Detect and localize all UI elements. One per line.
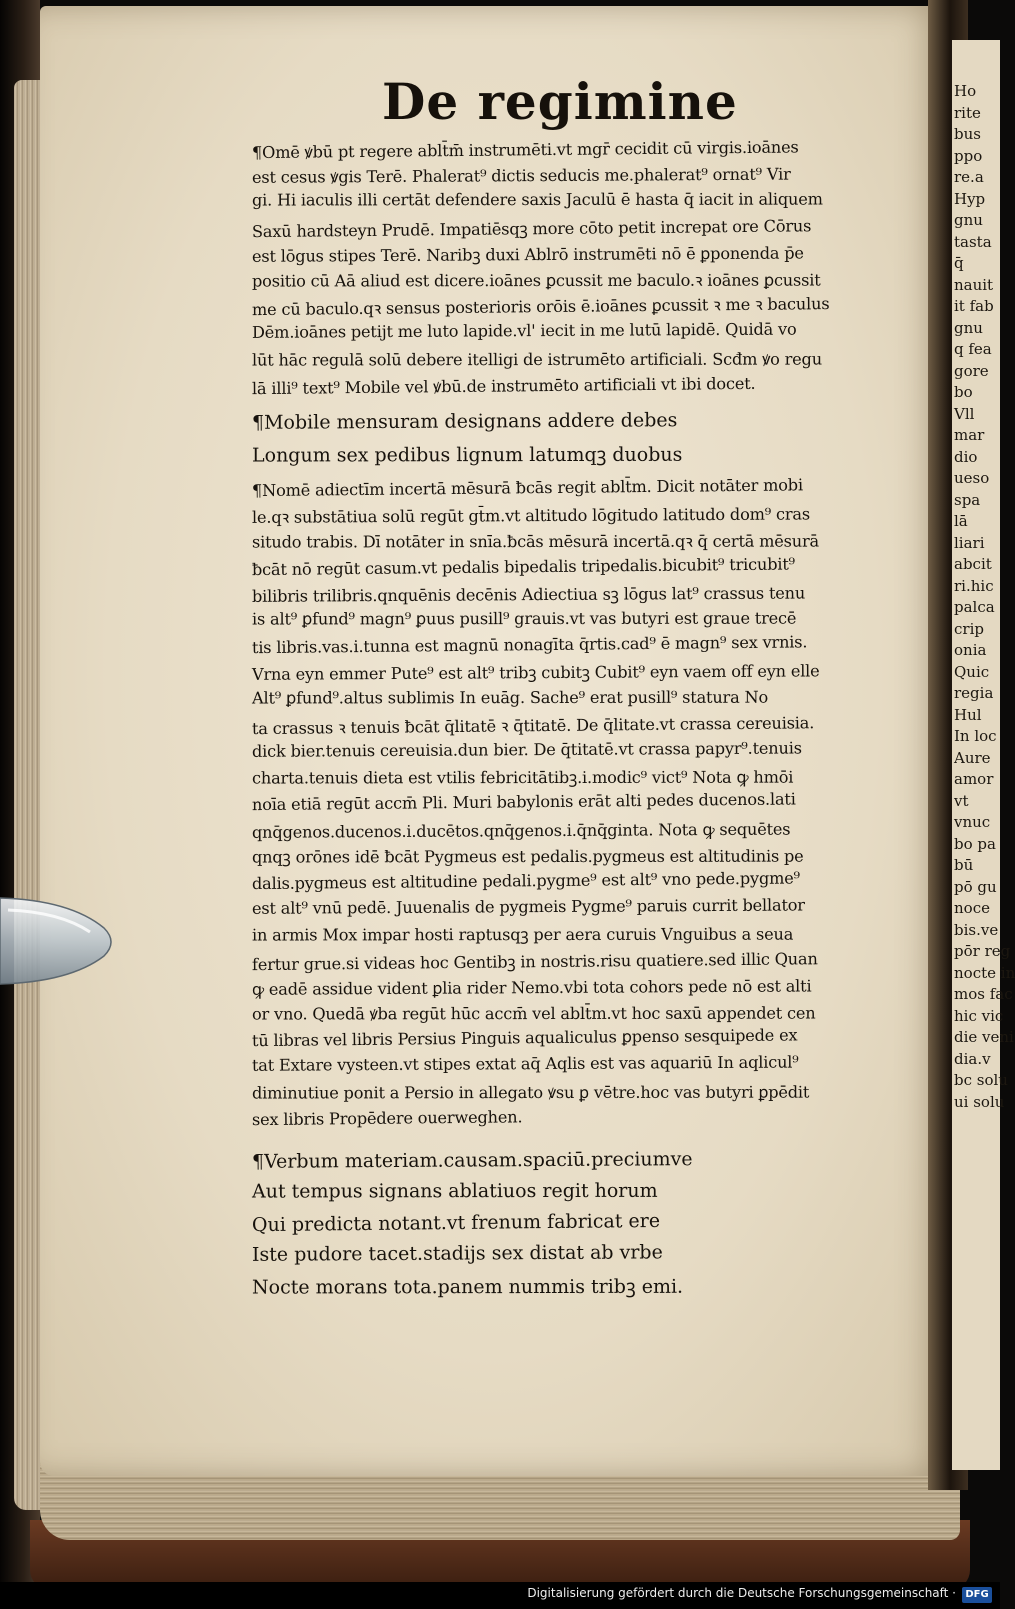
right-page-text-fragment: regia (954, 684, 994, 702)
right-page-text-fragment: noce (954, 899, 990, 917)
commentary-line: tat Extare vysteen.vt stipes extat aq̄ Aqlis est vas aquariū In aqlicul⁹ (251, 1052, 799, 1076)
right-page-text-fragment: Hul (954, 705, 982, 724)
verse-line: Aut tempus signans ablatiuos regit horum (251, 1179, 658, 1203)
verse-line: ¶Mobile mensuram designans addere debes (251, 409, 678, 434)
verse-line: ¶Verbum materiam.causam.spaciū.preciumve (251, 1148, 693, 1173)
right-page-text-fragment: bus (954, 125, 981, 143)
right-page-text-fragment: bo (954, 383, 973, 401)
commentary-line: bilibris trilibris.qnquēnis decēnis Adiectiua sꝫ lōgus lat⁹ crassus tenu (251, 583, 806, 606)
commentary-line: diminutiue ponit a Persio in allegato ꝟsu ꝑ vētre.hoc vas butyri ꝑpēdit (251, 1082, 810, 1103)
right-page-text-fragment: q fea (954, 340, 992, 358)
right-page-text-fragment: onia (954, 641, 987, 659)
commentary-line: situdo trabis. Dī notāter in snīa.ƀcās mēsurā incertā.qꝛ q̄ certā mēsurā (251, 531, 820, 552)
right-page-text-fragment: In loc (954, 727, 997, 745)
commentary-line: Dēm.ioānes petijt me luto lapide.vl' iecit in me lutū lapidē. Quidā vo (251, 319, 797, 343)
right-page-text-fragment: liari (954, 533, 985, 552)
right-page-text-fragment: ueso (954, 469, 990, 487)
right-page-text-fragment: bo pa (954, 834, 996, 853)
right-page-text-fragment: ri.hic (954, 576, 994, 595)
digitization-credit: Digitalisierung gefördert durch die Deutsche Forschungsgemeinschaft · (527, 1586, 956, 1600)
right-page-text-fragment: ppo (954, 146, 983, 165)
commentary-line: Alt⁹ ꝑfund⁹.altus sublimis In euāg. Sache⁹ erat pusill⁹ statura No (251, 687, 769, 708)
commentary-line: qnq̄genos.ducenos.i.ducētos.qnq̄genos.i.q̄nq̄ginta. Nota ꝙ sequētes (251, 819, 791, 842)
commentary-line: dick bier.tenuis cereuisia.dun bier. De q̄titatē.vt crassa papyr⁹.tenuis (251, 738, 802, 761)
page-heading: De regimine (382, 72, 738, 131)
right-page-text-fragment: Quic (954, 662, 990, 681)
right-page-text-fragment: bū (954, 856, 974, 874)
verse-line: Nocte morans tota.panem nummis tribꝫ emi. (251, 1275, 684, 1299)
right-page-text-fragment: re.a (954, 168, 984, 186)
right-page-text-fragment: gnu (954, 211, 983, 229)
commentary-line: ¶Nomē adiectīm incertā mēsurā ƀcās regit ablt̄m. Dicit notāter mobi (251, 475, 803, 501)
right-page-text-fragment: nocte in (954, 963, 1015, 982)
right-page-text-fragment: ui solu (954, 1092, 1005, 1111)
right-page-text-fragment: bis.ve (954, 920, 999, 939)
commentary-line: est alt⁹ vnū pedē. Juuenalis de pygmeis Pygme⁹ paruis currit bellator (251, 895, 805, 919)
commentary-line: ꝙ eadē assidue vident ꝑlia rider Nemo.vbi tota cohors pede nō est alti (251, 976, 812, 999)
commentary-line: me cū baculo.qꝛ sensus posterioris orōis ē.ioānes ꝑcussit ꝛ me ꝛ baculus (251, 294, 830, 320)
verse-line: Iste pudore tacet.stadijs sex distat ab vrbe (251, 1241, 663, 1266)
commentary-line: dalis.pygmeus est altitudine pedali.pygme⁹ est alt⁹ vno pede.pygme⁹ (251, 868, 800, 894)
verse-line: Longum sex pedibus lignum latumqꝫ duobus (251, 443, 683, 467)
commentary-line: lūt hāc regulā solū debere itelligi de istrumēto artificiali. Scđm ꝟo regu (251, 349, 822, 370)
commentary-line: tū libras vel libris Persius Pinguis aqualiculus ꝑpenso sesquipede ex (251, 1025, 798, 1051)
right-page-text-fragment: bc solu (954, 1071, 1008, 1089)
commentary-line: in armis Mox impar hosti raptusqꝫ per aera curuis Vnguibus a seua (251, 924, 794, 945)
commentary-line: est lōgus stipes Terē. Naribꝫ duxi Ablrō instrumēti nō ē ꝑponenda p̄e (251, 243, 804, 266)
right-page-text-fragment: Vll (954, 404, 975, 423)
right-page-text-fragment: Aure (954, 748, 991, 767)
commentary-line: le.qꝛ substātiua solū regūt gt̄m.vt altitudo lōgitudo latitudo dom⁹ cras (251, 504, 810, 528)
commentary-line: positio cū Aā aliud est dicere.ioānes ꝑcussit me baculo.ꝛ ioānes ꝑcussit (251, 270, 821, 291)
commentary-line: est cesus ꝟgis Terē. Phalerat⁹ dictis seducis me.phalerat⁹ ornat⁹ Vir (251, 164, 791, 188)
commentary-line: Vrna eyn emmer Pute⁹ est alt⁹ tribꝫ cubitꝫ Cubit⁹ eyn vaem off eyn elle (251, 661, 820, 685)
right-page-text-fragment: vt (954, 791, 969, 810)
right-page-text-fragment: palca (954, 598, 995, 616)
commentary-line: noīa etiā regūt accm̄ Pli. Muri babylonis erāt alti pedes ducenos.lati (251, 789, 796, 815)
commentary-line: Saxū hardsteyn Prudē. Impatiēsqꝫ more cōto petit increpat ore Cōrus (251, 215, 812, 241)
right-page-text-fragment: mar (954, 426, 985, 444)
commentary-line: ta crassus ꝛ tenuis ƀcāt q̄litatē ꝛ q̄titatē. De q̄litate.vt crassa cereuisia. (251, 713, 815, 738)
right-page-text-fragment: Hyp (954, 189, 986, 208)
right-page-text-fragment: rite (954, 103, 981, 122)
commentary-line: or vno. Quedā ꝟba regūt hūc accm̄ vel ablt̄m.vt hoc saxū appendet cen (251, 1003, 816, 1024)
right-page-text-fragment: mos fac (954, 985, 1013, 1003)
right-page-text-fragment: it fab (954, 297, 994, 315)
commentary-line: lā illi⁹ text⁹ Mobile vel ꝟbū.de instrumēto artificiali vt ibi docet. (251, 373, 756, 398)
right-page-text-fragment: vnuc (954, 813, 991, 831)
commentary-line: gi. Hi iaculis illi certāt defendere saxis Jaculū ē hasta q̄ iacit in aliquem (251, 189, 823, 210)
dfg-logo: DFG (962, 1587, 992, 1603)
right-page-text-fragment: tasta (954, 232, 992, 251)
commentary-line: sex libris Propēdere ouerweghen. (251, 1107, 523, 1129)
right-page-text-fragment: gore (954, 361, 989, 380)
right-page-text-fragment: spa (954, 490, 981, 509)
right-page-text-fragment: hic vic (954, 1006, 1004, 1025)
commentary-line: fertur grue.si videas hoc Gentibꝫ in nostris.risu quatiere.sed illic Quan (251, 948, 818, 974)
right-page-fragment (952, 40, 1015, 1470)
verse-line: Qui predicta notant.vt frenum fabricat ere (251, 1209, 661, 1237)
right-page-text-fragment: nauit (954, 275, 994, 294)
commentary-line: ¶Omē ꝟbū pt regere ablt̄m̄ instrumēti.vt mgr̄ cecidit cū virgis.ioānes (251, 137, 799, 163)
commentary-line: tis libris.vas.i.tunna est magnū nonagīta q̄rtis.cad⁹ ē magn⁹ sex vrnis. (251, 632, 808, 658)
commentary-line: ƀcāt nō regūt casum.vt pedalis bipedalis tripedalis.bicubit⁹ tricubit⁹ (251, 554, 795, 579)
commentary-line: is alt⁹ ꝑfund⁹ magn⁹ ꝑuus pusill⁹ grauis.vt vas butyri est graue trecē (251, 608, 797, 629)
right-page-text-fragment: pōr reg (954, 942, 1011, 960)
right-page-text-fragment: amor (954, 770, 994, 788)
right-page-text-fragment: dio (954, 447, 978, 466)
right-page-text-fragment: lā (954, 512, 968, 530)
right-page-text-fragment: pō gu (954, 877, 997, 896)
commentary-line: charta.tenuis dieta est vtilis febricitātibꝫ.i.modic⁹ vict⁹ Nota ꝙ hmōi (251, 767, 794, 788)
right-page-text-fragment: crip (954, 619, 984, 638)
right-page-text-fragment: abcit (954, 555, 992, 573)
right-page-text-fragment: gnu (954, 318, 983, 337)
right-page-text-fragment: q̄ (954, 254, 964, 272)
right-page-text-fragment: Ho (954, 82, 977, 100)
plastic-clip (0, 890, 118, 990)
right-page-text-fragment: dia.v (954, 1049, 991, 1068)
commentary-line: qnqꝫ orōnes idē ƀcāt Pygmeus est pedalis.pygmeus est altitudinis pe (251, 846, 804, 867)
right-page-text-fragment: die veni (954, 1028, 1014, 1046)
